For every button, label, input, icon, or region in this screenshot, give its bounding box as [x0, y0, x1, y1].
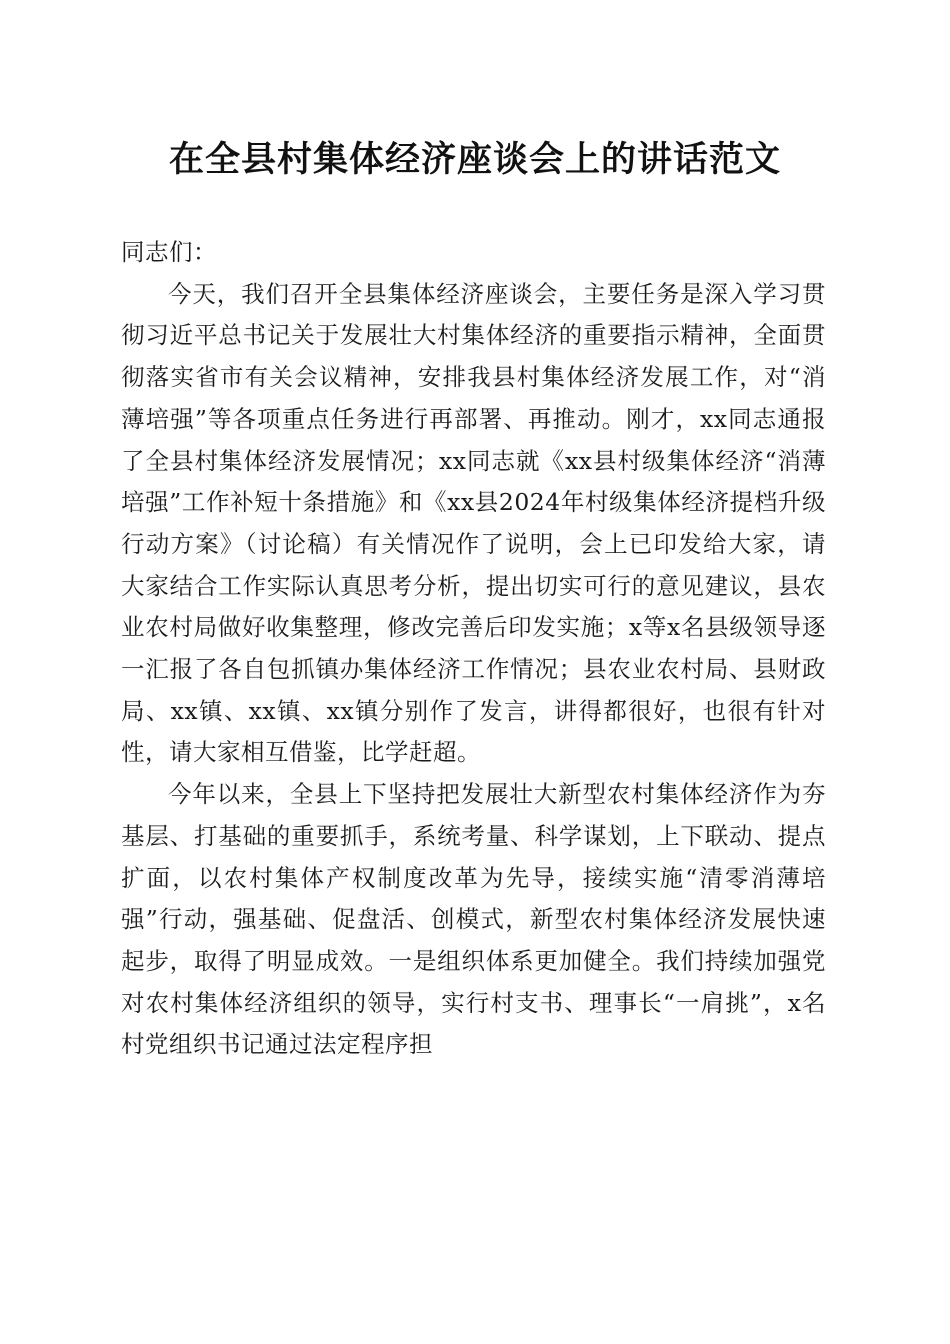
paragraph-1: 今天，我们召开全县集体经济座谈会，主要任务是深入学习贯彻习近平总书记关于发展壮大村集体经济的重要指示精神，全面贯彻落实省市有关会议精神，安排我县村集体经济发展工作，对“消薄培强”等各项重点任务进行再部署、再推动。刚才，xx同志通报了全县村集体经济发展情况；xx同志就《xx县村级集体经济“消薄培强”工作补短十条措施》和《xx县2024年村级集体经济提档升级行动方案》（讨论稿）有关情况作了说明，会上已印发给大家，请大家结合工作实际认真思考分析，提出切实可行的意见建议，县农业农村局做好收集整理，修改完善后印发实施；x等x名县级领导逐一汇报了各自包抓镇办集体经济工作情况；县农业农村局、县财政局、xx镇、xx镇、xx镇分别作了发言，讲得都很好，也很有针对性，请大家相互借鉴，比学赶超。 — [121, 279, 826, 767]
paragraph-2: 今年以来，全县上下坚持把发展壮大新型农村集体经济作为夯基层、打基础的重要抓手，系统考量、科学谋划，上下联动、提点扩面，以农村集体产权制度改革为先导，接续实施“清零消薄培强”行动，强基础、促盘活、创模式，新型农村集体经济发展快速起步，取得了明显成效。一是组织体系更加健全。我们持续加强党对农村集体经济组织的领导，实行村支书、理事长“一肩挑”，x名村党组织书记通过法定程序担 — [121, 780, 826, 1059]
document-body — [121, 232, 826, 1066]
document-title: 在全县村集体经济座谈会上的讲话范文 — [168, 139, 781, 180]
salutation: 同志们： — [121, 238, 217, 266]
